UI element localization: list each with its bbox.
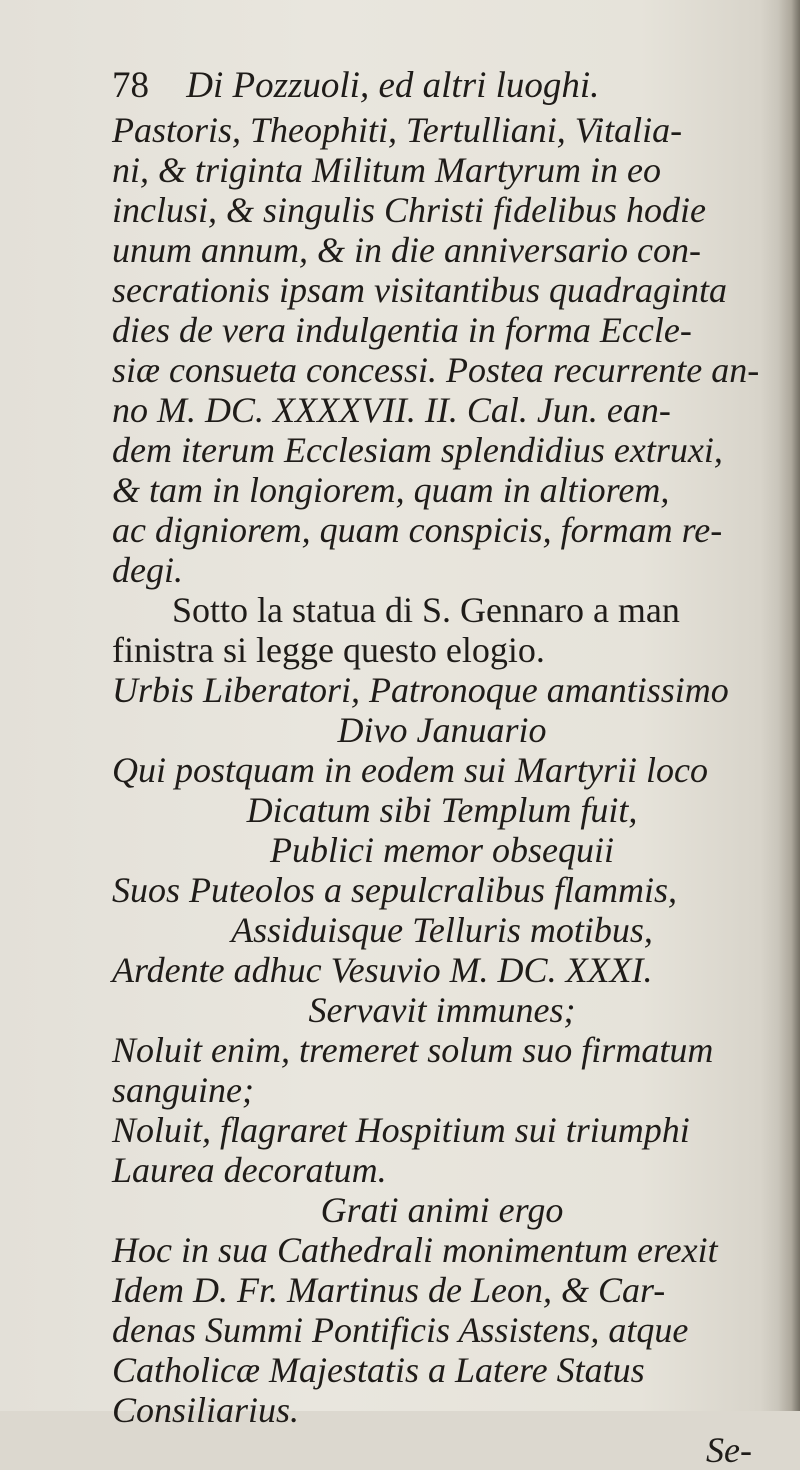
text-line: Consiliarius.	[112, 1390, 300, 1430]
text-line: Grati animi ergo	[320, 1190, 564, 1230]
page-header	[112, 62, 752, 110]
text-line: ni, & triginta Militum Martyrum in eo	[112, 150, 661, 190]
text-line: Publici memor obsequii	[270, 830, 614, 870]
text-line: Idem D. Fr. Martinus de Leon, & Car-	[112, 1270, 666, 1310]
text-line: finistra si legge questo elogio.	[112, 630, 545, 670]
text-line: & tam in longiorem, quam in altiorem,	[112, 470, 670, 510]
text-line: denas Summi Pontificis Assistens, atque	[112, 1310, 689, 1350]
text-line: Dicatum sibi Templum fuit,	[246, 790, 638, 830]
text-line: Noluit, flagraret Hospitium sui triumphi	[112, 1110, 690, 1150]
text-line: dies de vera indulgentia in forma Eccle-	[112, 310, 692, 350]
text-line: inclusi, & singulis Christi fidelibus hodie	[112, 190, 707, 230]
page-number: 78	[112, 65, 149, 106]
text-line: Assiduisque Telluris motibus,	[231, 910, 653, 950]
text-line: Urbis Liberatori, Patronoque amantissimo	[112, 670, 729, 710]
text-line: Hoc in sua Cathedrali monimentum erexit	[112, 1230, 718, 1270]
text-line: sanguine;	[112, 1070, 254, 1110]
text-line: dem iterum Ecclesiam splendidius extruxi,	[112, 430, 723, 470]
running-head: Di Pozzuoli, ed altri luoghi.	[186, 65, 600, 106]
text-line: degi.	[112, 550, 183, 590]
body-text	[112, 110, 772, 1470]
text-line: secrationis ipsam visitantibus quadraginta	[112, 270, 728, 310]
text-line: Catholicæ Majestatis a Latere Status	[112, 1350, 645, 1390]
text-line: Laurea decoratum.	[112, 1150, 387, 1190]
text-line: Suos Puteolos a sepulcralibus flammis,	[112, 870, 677, 910]
text-line: Ardente adhuc Vesuvio M. DC. XXXI.	[112, 950, 653, 990]
catchword: Se-	[706, 1430, 752, 1470]
text-line: unum annum, & in die anniversario con-	[112, 230, 701, 270]
text-line: Pastoris, Theophiti, Tertulliani, Vitalia-	[112, 110, 683, 150]
text-line: Servavit immunes;	[308, 990, 576, 1030]
page-edge-shadow	[778, 0, 800, 1411]
text-line: Qui postquam in eodem sui Martyrii loco	[112, 750, 708, 790]
text-line: ac digniorem, quam conspicis, formam re-	[112, 510, 723, 550]
text-line: Noluit enim, tremeret solum suo firmatum	[112, 1030, 714, 1070]
text-line: no M. DC. XXXXVII. II. Cal. Jun. ean-	[112, 390, 671, 430]
text-line: Sotto la statua di S. Gennaro a man	[172, 590, 680, 630]
text-line: siæ consueta concessi. Postea recurrente an-	[112, 350, 760, 390]
text-line: Divo Januario	[337, 710, 547, 750]
